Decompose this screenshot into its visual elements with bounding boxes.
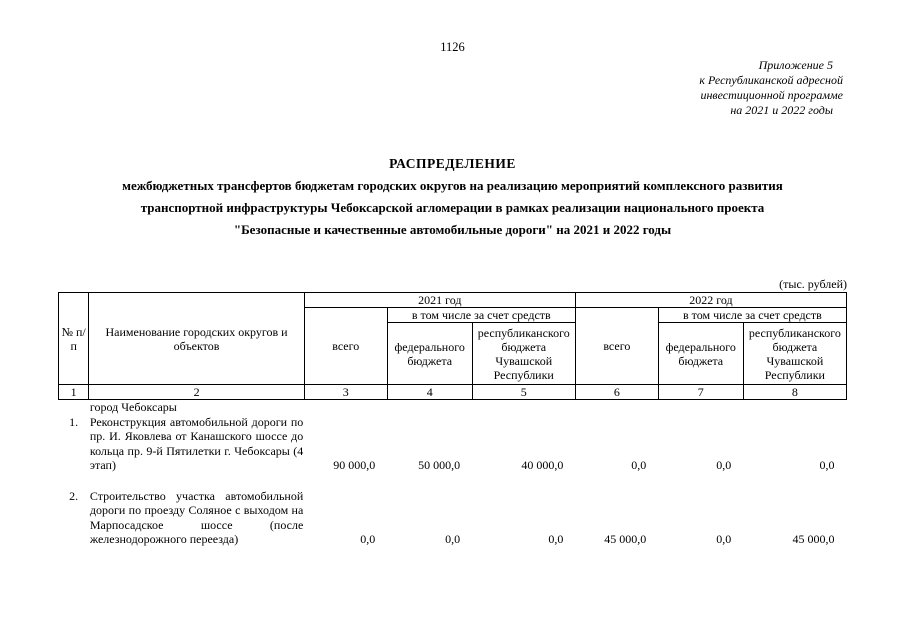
header-including-2021: в том числе за счет средств: [387, 308, 575, 323]
city-name: город Чебоксары: [89, 400, 177, 414]
value-republic-2021: 0,0: [548, 532, 564, 546]
header-including-2022: в том числе за счет средств: [658, 308, 846, 323]
value-total-2022: 0,0: [631, 458, 647, 472]
title-line-2: транспортной инфраструктуры Чебоксарской агломерации в рамках реализации национального проекта: [140, 200, 765, 215]
title-line-3: "Безопасные и качественные автомобильные дороги" на 2021 и 2022 годы: [233, 222, 672, 237]
object-name: Реконструкция автомобильной дороги по пр. И. Яковлева от Канашского шоссе до кольца пр. 9-й Пятилетки г. Чебоксары (4 этап): [89, 414, 304, 472]
city-row: [59, 400, 847, 415]
header-republic-2021: республиканского бюджета Чувашской Республики: [472, 323, 575, 385]
header-no: № п/п: [59, 293, 89, 385]
value-total-2022: 45 000,0: [604, 532, 647, 546]
table-row: [59, 489, 847, 547]
header-republic-2022: республиканского бюджета Чувашской Республики: [743, 323, 846, 385]
header-total-2022: всего: [575, 308, 658, 385]
row-number: 2.: [69, 488, 79, 503]
header-federal-2022: федерального бюджета: [658, 323, 743, 385]
column-number: 4: [387, 385, 472, 400]
value-republic-2022: 0,0: [819, 458, 835, 472]
column-number: 7: [658, 385, 743, 400]
appendix-line-4: на 2021 и 2022 годы: [730, 103, 833, 117]
column-number: 8: [743, 385, 846, 400]
page-number: 1126: [440, 40, 465, 54]
header-total-2021: всего: [304, 308, 387, 385]
value-total-2021: 0,0: [360, 532, 376, 546]
value-federal-2022: 0,0: [716, 458, 732, 472]
column-number: 6: [575, 385, 658, 400]
header-year-2021: 2021 год: [304, 293, 575, 308]
header-name: Наименование городских округов и объектов: [89, 293, 304, 385]
units-note: (тыс. рублей): [779, 277, 847, 291]
appendix-line-3: инвестиционной программе: [700, 88, 843, 102]
value-federal-2021: 50 000,0: [418, 458, 461, 472]
document-title: [20, 153, 885, 241]
appendix-note: [603, 58, 843, 118]
distribution-table: [58, 292, 847, 547]
value-republic-2021: 40 000,0: [521, 458, 564, 472]
appendix-line-1: Приложение 5: [758, 58, 833, 72]
header-year-2022: 2022 год: [575, 293, 846, 308]
value-federal-2021: 0,0: [445, 532, 461, 546]
value-republic-2022: 45 000,0: [792, 532, 835, 546]
value-federal-2022: 0,0: [716, 532, 732, 546]
title-main: РАСПРЕДЕЛЕНИЕ: [389, 156, 516, 171]
column-number: 2: [89, 385, 304, 400]
table-row: [59, 415, 847, 473]
column-number: 1: [59, 385, 89, 400]
row-number: 1.: [69, 414, 79, 429]
column-number: 5: [472, 385, 575, 400]
value-total-2021: 90 000,0: [333, 458, 376, 472]
object-name: Строительство участка автомобильной дороги по проезду Соляное с выходом на Марпосадское шоссе (после железнодорожного переезда): [89, 488, 304, 546]
column-number: 3: [304, 385, 387, 400]
appendix-line-2: к Республиканской адресной: [699, 73, 843, 87]
header-federal-2021: федерального бюджета: [387, 323, 472, 385]
title-line-1: межбюджетных трансфертов бюджетам городских округов на реализацию мероприятий комплексного развития: [122, 178, 783, 193]
